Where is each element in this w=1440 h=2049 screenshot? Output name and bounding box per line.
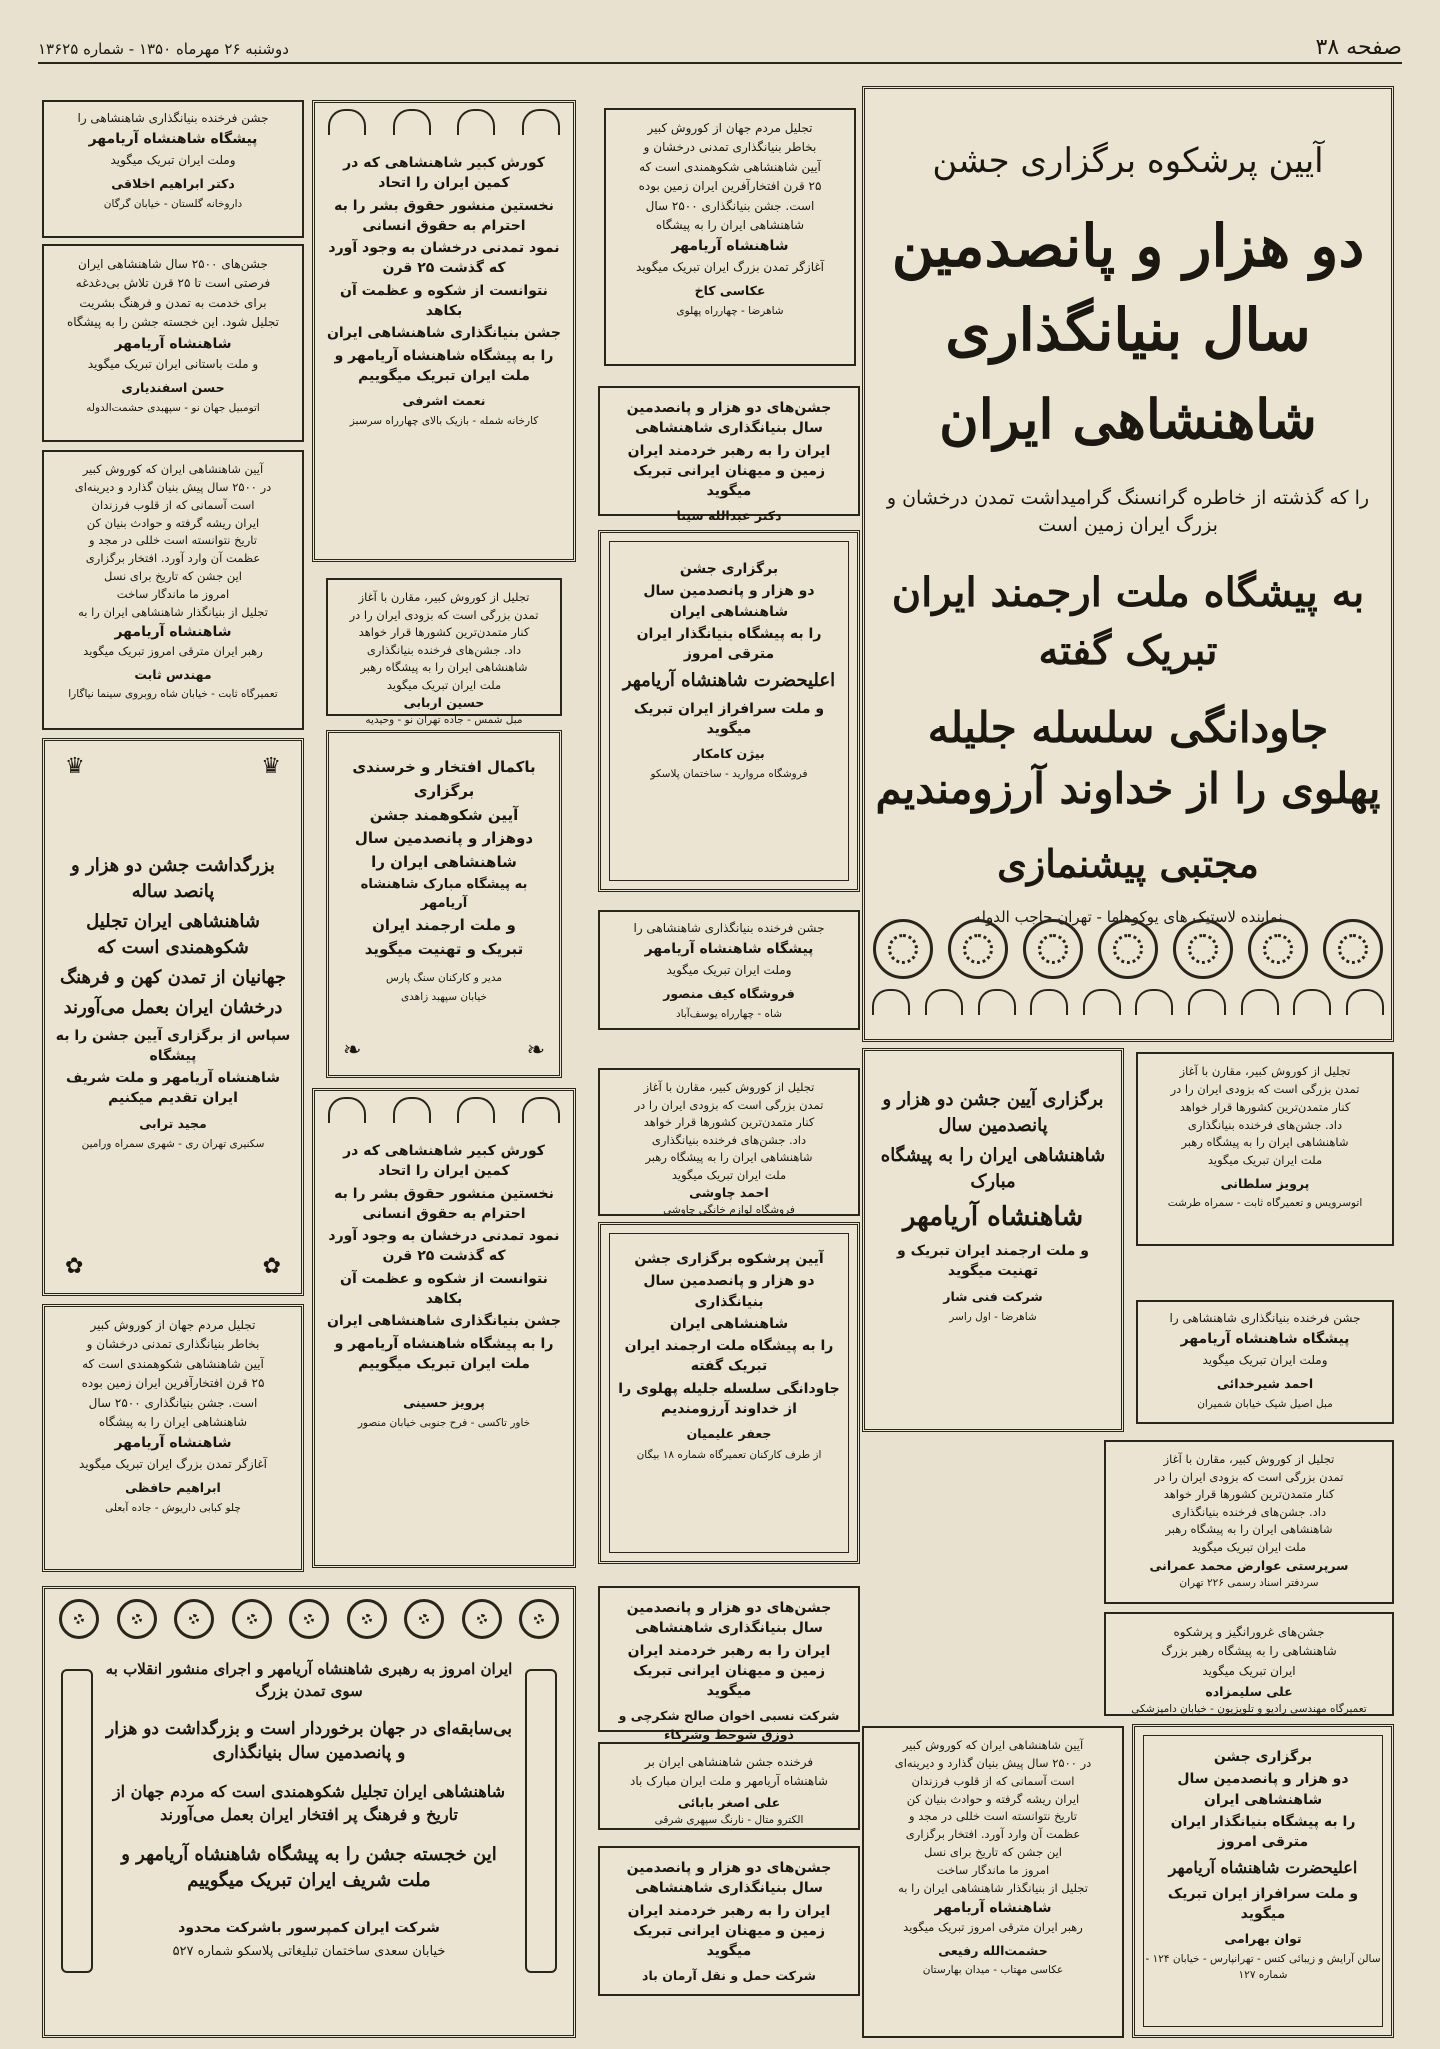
ad-line: ملت ایران تبریک میگوید [671,1167,787,1182]
ad-signer: دکتر ابراهیم اخلاقی [111,176,235,192]
ad-signer: شرکت ایران کمپرسور باشرکت محدود [178,1920,440,1937]
ad-line: کنار متمدن‌ترین کشورها قرار خواهد [1179,1099,1351,1114]
ad-address: مبل اصیل شیک خیابان شمیران [1197,1398,1333,1411]
ad-line: ۲۵ قرن افتخارآفرین ایران زمین بوده [81,1376,265,1391]
ad-title: پیشگاه شاهنشاه آریامهر [88,131,258,148]
ad-a19 [862,1048,1124,1432]
ad-line: ایران ریشه گرفته و حوادث بنیان کن [906,1791,1080,1806]
ad-line: جهانیان از تمدن کهن و فرهنگ [60,967,286,989]
rosette-icon [873,919,933,979]
ad-line: شاهنشاهی ایران را به پیشگاه [98,1414,248,1429]
ad-line: داد. جشن‌های فرخنده بنیانگذاری [1171,1504,1327,1519]
ad-address: اتومبیل جهان نو - سپهبدی حشمت‌الدوله [86,402,260,415]
ad-signer: علی سلیمزاده [1205,1684,1293,1700]
ad-line: را به پیشگاه بنیانگذار ایران مترقی امروز [636,625,822,663]
ad-line: دو هزار و پانصدمین سال شاهنشاهی ایران [643,583,815,620]
ad-signer: سرپرستی عوارض محمد عمرانی [1149,1558,1349,1574]
ad-line: نخستین منشور حقوق بشر را به احترام به حقوق انسانی [334,1185,554,1222]
ad-line: تجلیل مردم جهان از کوروش کبیر [90,1318,256,1332]
ad-line: آیین شاهنشاهی شکوهمندی است که [82,1356,264,1371]
ad-address: سکنیری تهران ری - شهری سمراه ورامین [81,1137,265,1150]
ad-title: شاهنشاه آریامهر [114,623,232,640]
arch-icon [872,989,910,1015]
ad-line: داد. جشن‌های فرخنده بنیانگذاری [1187,1117,1343,1132]
ad-line: تمدن بزرگی است که بزودی ایران را در [634,1097,824,1112]
ad-address: فروشگاه لوازم خانگی چاوشی [663,1203,795,1216]
rosette-icon [462,1599,502,1639]
rosette-icon [948,919,1008,979]
rosette-icon [1098,919,1158,979]
ad-line: وملت ایران تبریک میگوید [666,962,792,977]
ad-line: نمود تمدنی درخشان به وجود آورد که گذشت ۲۵ قرن [328,240,560,277]
ad-address: خاور تاکسی - فرح جنوبی خیابان منصور [357,1417,531,1430]
ad-line: تجلیل از کوروش کبیر، مقارن با آغاز [1179,1064,1351,1078]
ad-line: را به پیشگاه شاهنشاه آریامهر و ملت ایران تبریک میگوییم [334,347,554,384]
ad-address: الکترو متال - نارنگ سپهری شرقی [654,1813,804,1826]
ad-line: است. جشن بنیانگذاری ۲۵۰۰ سال [88,1395,258,1410]
ad-line: به پیشگاه مبارک شاهنشاه آریامهر [360,876,528,911]
ad-line: را به پیشگاه شاهنشاه آریامهر و ملت ایران تبریک میگوییم [334,1335,554,1372]
ad-address: خیابان سپهبد زاهدی [400,991,488,1004]
ad-line: سپاس از برگزاری آیین جشن را به پیشگاه [55,1027,291,1064]
ad-title: شاهنشاه آریامهر [114,335,232,352]
ad-line: آیین پرشکوه برگزاری جشن [634,1251,824,1267]
rosette-border [865,919,1391,979]
ad-a17 [598,1742,860,1830]
ad-address: تعمیرگاه مهندسی رادیو و تلویزیون - خیابان دامپزشکی [1131,1703,1367,1716]
arch-icon [393,109,431,135]
ad-line: جشن‌های ۲۵۰۰ سال شاهنشاهی ایران [78,257,268,271]
ad-line: تجلیل مردم جهان از کوروش کبیر [647,121,813,135]
ad-line: شاهنشاهی ایران را به پیشگاه مبارک [880,1145,1106,1193]
ad-line: وملت ایران تبریک میگوید [110,152,236,167]
ad-line: دو هزار و پانصدمین سال بنیانگذاری [643,1273,815,1310]
flourish-icon: ❧ [526,1038,545,1064]
ad-title: شاهنشاه آریامهر [671,238,789,255]
main-ad-line6: جاودانگی سلسله جلیله پهلوی را از خداوند آرزومندیم [875,702,1381,813]
ad-line: تمدن بزرگی است که بزودی ایران را در [1154,1469,1344,1484]
ad-signer: پرویز حسینی [403,1395,485,1411]
ad-line: و ملت باستانی ایران تبریک میگوید [87,356,259,371]
ad-address: سالن آرایش و زیبائی کتس - تهرانپارس - خیابان ۱۲۴ - شماره ۱۲۷ [1145,1953,1381,1981]
ad-line: نمود تمدنی درخشان به وجود آورد که گذشت ۲۵ قرن [328,1228,560,1265]
ad-signer: احمد شیرخدائی [1216,1376,1314,1392]
ad-a27 [42,1586,576,2038]
ad-a2 [42,244,304,442]
ad-line: عظمت آن وارد آورد. افتخار برگزاری [905,1827,1081,1842]
rosette-icon [174,1599,214,1639]
arch-border [315,109,573,135]
ad-line: را به پیشگاه ملت ارجمند ایران تبریک گفته [624,1338,834,1375]
ad-line: و ملت سرافراز ایران تبریک میگوید [633,700,825,737]
main-ad [862,86,1394,1042]
ad-line: شاهنشاهی ایران [669,1315,789,1332]
ad-line: کنار متمدن‌ترین کشورها قرار خواهد [1163,1487,1335,1502]
dateline: دوشنبه ۲۶ مهرماه ۱۳۵۰ - شماره ۱۳۶۲۵ [38,40,289,58]
ad-address: شاه - چهارراه یوسف‌آباد [675,1008,783,1021]
column-ornament-icon [525,1669,557,1973]
ad-line: تاریخ نتوانسته است خللی در مجد و [89,533,257,548]
arch-icon [457,1097,495,1123]
ad-a8 [326,730,562,1078]
ad-line: تجلیل از کوروش کبیر، مقارن با آغاز [358,590,530,604]
ad-line: ایران را به رهبر خردمند ایران زمین و میهنان ایرانی تبریک میگوید [627,1902,831,1960]
ad-line: تجلیل شود. این خجسته جشن را به پیشگاه [66,315,279,330]
ad-line: شاهنشاهی ایران را به پیشگاه رهبر [1181,1135,1349,1150]
ad-line: و ملت ارجمند ایران تبریک و تهنیت میگوید [897,1243,1089,1280]
ad-address: شاهرضا - اول راسر [949,1310,1037,1323]
ad-address: از طرف کارکنان تعمیرگاه شماره ۱۸ بیگان [636,1448,822,1461]
ad-line: داد. جشن‌های فرخنده بنیانگذاری [366,642,522,657]
ad-signer: مهندس ثابت [134,666,212,682]
ad-a3 [42,450,304,730]
ad-signer: احمد چاوشی [689,1185,769,1201]
ad-line: جشن‌های دو هزار و پانصدمین سال بنیانگذاری شاهنشاهی [626,400,832,437]
inner-frame [1143,1735,1383,2027]
ad-signer: نعمت اشرفی [402,393,486,409]
ad-line: شاهنشاهی را به پیشگاه رهبر بزرگ [1161,1644,1337,1659]
ad-line: ۲۵ قرن افتخارآفرین ایران زمین بوده [638,179,822,194]
ad-title: پیشگاه شاهنشاه آریامهر [644,941,814,958]
main-ad-line8: نماینده لاستیک های یوکوهاما - تهران حاجب الدوله [973,907,1283,926]
ad-line: نتوانست از شکوه و عظمت آن بکاهد [340,282,548,320]
emblem-icon: ✿ [65,1254,84,1280]
ad-a26 [1132,1724,1394,2038]
ad-line: تجلیل از بنیانگذار شاهنشاهی ایران را به [898,1880,1088,1895]
ad-a22-box [1104,1440,1394,1604]
crown-icon: ♛ [261,754,281,779]
ad-line: داد. جشن‌های فرخنده بنیانگذاری [651,1132,807,1147]
crown-icon: ♛ [65,754,85,779]
ad-line: شاهنشاهی ایران را به پیشگاه رهبر [645,1150,813,1165]
rosette-icon [1248,919,1308,979]
ad-line: ایران ریشه گرفته و حوادث بنیان کن [86,515,260,530]
arch-border [865,989,1391,1015]
page-header [38,24,1402,64]
ad-line: برای خدمت به تمدن و فرهنگ بشریت [79,295,267,310]
ad-line: جشن فرخنده بنیانگذاری شاهنشاهی را [1169,1311,1361,1325]
ad-a5 [42,1304,304,1572]
ad-line: شاهنشاهی ایران تجلیل شکوهمندی است که [86,911,260,959]
rosette-icon [232,1599,272,1639]
ad-line: جشن بنیانگذاری شاهنشاهی ایران [326,325,561,342]
ad-line: درخشان ایران بعمل می‌آورند [63,997,283,1019]
ad-line: و ملت سرافراز ایران تبریک میگوید [1167,1885,1359,1922]
ad-line: امروز ما ماندگار ساخت [936,1863,1050,1878]
ad-title: شاهنشاه آریامهر [902,1202,1084,1233]
arch-icon [1135,989,1173,1015]
ad-title: پیشگاه شاهنشاه آریامهر [1180,1331,1350,1348]
ad-line: جشن‌های دو هزار و پانصدمین سال بنیانگذاری شاهنشاهی [626,1600,832,1637]
ad-line: آیین شاهنشاهی ایران که کوروش کبیر [902,1738,1084,1752]
ad-line: تمدن بزرگی است که بزودی ایران را در [1170,1081,1360,1096]
ad-line: شاهنشاهی ایران را [371,853,517,871]
ad-signer: عکاسی کاخ [694,283,766,299]
ad-signer: پرویز سلطانی [1220,1176,1310,1192]
ad-address: کارخانه شمله - بازیک بالای چهارراه سرسبز [349,415,539,428]
ad-line: است. جشن بنیانگذاری ۲۵۰۰ سال [645,198,815,213]
arch-icon [328,1097,366,1123]
main-ad-line7: مجتبی پیشنمازی [997,840,1259,886]
ad-a11 [598,386,860,524]
ad-line: امروز ما ماندگار ساخت [116,587,230,602]
ad-address: عکاسی مهتاب - میدان بهارستان [922,1964,1064,1977]
ad-signer: مجید ترابی [139,1115,207,1131]
rosette-icon [404,1599,444,1639]
arch-icon [1083,989,1121,1015]
main-ad-line5: به پیشگاه ملت ارجمند ایران تبریک گفته [891,568,1365,674]
ad-title: شاهنشاه آریامهر [934,1899,1052,1916]
ad-signer: علی اصغر بابائی [677,1794,781,1810]
ad-line: جشن‌های دو هزار و پانصدمین سال بنیانگذاری شاهنشاهی [626,1860,832,1897]
ad-line: این خجسته جشن را به پیشگاه شاهنشاه آریامهر و ملت شریف ایران تبریک میگوییم [121,1844,497,1892]
ad-line: تمدن بزرگی است که بزودی ایران را در [349,607,539,622]
ad-line: تجلیل از کوروش کبیر، مقارن با آغاز [643,1080,815,1094]
ad-title: شاهنشاه آریامهر [114,1435,232,1452]
ad-line: ایران تبریک میگوید [1202,1663,1296,1678]
ad-signer: شرکت فنی شار [943,1288,1043,1304]
arch-icon [1241,989,1279,1015]
ad-a7 [326,578,562,726]
emblem-icon: ✿ [262,1254,281,1280]
ad-signer: حسن اسفندیاری [121,380,225,396]
rosette-border [45,1599,573,1639]
arch-icon [1293,989,1331,1015]
ad-a13 [598,910,860,1030]
ad-line: را به پیشگاه بنیانگذار ایران مترقی امروز [1170,1813,1356,1851]
ad-line: بخاطر بنیانگذاری تمدنی درخشان و [86,1337,260,1352]
ad-address: خیابان سعدی ساختمان تبلیغاتی پلاسکو شماره ۵۲۷ [172,1943,446,1959]
ad-line: اعلیحضرت شاهنشاه آریامهر [622,670,836,692]
ad-line: کنار متمدن‌ترین کشورها قرار خواهد [358,625,530,640]
arch-icon [328,109,366,135]
arch-icon [1188,989,1226,1015]
ad-line: رهبر ایران مترقی امروز تبریک میگوید [903,1920,1083,1935]
ad-line: باکمال افتخار و خرسندی [352,758,536,776]
ad-line: ملت ایران تبریک میگوید [1207,1153,1323,1168]
ad-line: جشن فرخنده بنیانگذاری شاهنشاهی را [77,111,269,125]
ad-line: دوهزار و پانصدمین سال [354,829,534,848]
ad-line: شاهنشاهی ایران تجلیل شکوهمندی است که مردم جهان از تاریخ و فرهنگ پر افتخار ایران بعمل می‌آورند [112,1781,506,1824]
ad-signer: دکتر عبدالله سینا [676,508,782,524]
ad-line: فرخنده جشن شاهنشاهی ایران بر [644,1755,814,1769]
ad-line: برگزاری آیین جشن دو هزار و پانصدمین سال [882,1089,1104,1137]
rosette-icon [519,1599,559,1639]
page-number: صفحه ۳۸ [1315,35,1402,60]
ad-line: برگزاری جشن [1213,1749,1313,1765]
ad-line: رهبر ایران مترقی امروز تبریک میگوید [83,644,263,659]
ad-address: فروشگاه مروارید - ساختمان پلاسکو [650,768,808,781]
rosette-icon [289,1599,329,1639]
ad-line: بزرگداشت جشن دو هزار و پانصد ساله [71,855,275,903]
ad-line: ملت ایران تبریک میگوید [1191,1539,1307,1554]
rosette-icon [59,1599,99,1639]
arch-icon [522,1097,560,1123]
ad-line: جشن فرخنده بنیانگذاری شاهنشاهی را [633,921,825,935]
ad-line: آیین شکوهمند جشن [369,805,519,824]
ad-address: داروخانه گلستان - خیابان گرگان [103,198,243,211]
ad-line: در ۲۵۰۰ سال پیش بنیان گذارد و دیرینه‌ای [894,1755,1092,1770]
ad-line: آیین شاهنشاهی شکوهمندی است که [639,159,821,174]
ad-line: شاهنشاه آریامهر و ملت ایران مبارک باد [630,1774,828,1789]
ad-line: تجلیل از کوروش کبیر، مقارن با آغاز [1163,1452,1335,1466]
inner-frame [609,1233,849,1553]
ad-a14 [598,1068,860,1216]
ad-line: ایران را به رهبر خردمند ایران زمین و میهنان ایرانی تبریک میگوید [627,1642,831,1700]
ad-line: وملت ایران تبریک میگوید [1202,1352,1328,1367]
ad-signer: جعفر علیمیان [686,1426,772,1442]
inner-frame [609,541,849,881]
ad-a18 [598,1846,860,1996]
ad-line: است آسمانی که از قلوب فرزندان [91,497,255,512]
ad-signer: بیژن کامکار [693,746,765,762]
ad-a6 [312,100,576,562]
arch-icon [1346,989,1384,1015]
ad-a24 [1104,1612,1394,1716]
rosette-icon [1023,919,1083,979]
ad-line: نتوانست از شکوه و عظمت آن بکاهد [340,1270,548,1308]
ad-line: فرصتی است تا ۲۵ قرن تلاش بی‌دغدغه [75,276,271,291]
arch-border [315,1097,573,1123]
main-ad-line2: دو هزار و پانصدمین سال بنیانگذاری [891,212,1365,365]
ad-line: ایران امروز به رهبری شاهنشاه آریامهر و اجرای منشور انقلاب به سوی تمدن بزرگ [105,1660,513,1700]
ad-signer: توان بهرامی [1224,1931,1302,1947]
ad-a12 [598,530,860,892]
ad-line: جشن بنیانگذاری شاهنشاهی ایران [326,1313,561,1330]
ad-line: کورش کبیر شاهنشاهی که در کمین ایران را اتحاد [343,1143,545,1180]
arch-icon [978,989,1016,1015]
ad-line: آغازگر تمدن بزرگ ایران تبریک میگوید [636,259,824,274]
rosette-icon [1323,919,1383,979]
flourish-icon: ❧ [343,1038,362,1064]
ad-line: کنار متمدن‌ترین کشورها قرار خواهد [643,1115,815,1130]
ad-signer: حشمت‌الله رفیعی [938,1942,1048,1958]
ad-a4 [42,738,304,1296]
main-ad-line3: شاهنشاهی ایران [939,387,1317,452]
ad-a9 [312,1088,576,1568]
ad-line: کورش کبیر شاهنشاهی که در کمین ایران را اتحاد [343,155,545,192]
ad-line: نخستین منشور حقوق بشر را به احترام به حقوق انسانی [334,197,554,234]
ad-line: جشن‌های غرورانگیز و پرشکوه [1173,1625,1325,1639]
ad-address: شاهرضا - چهارراه پهلوی [676,305,784,318]
ad-line: این جشن که تاریخ برای نسل [104,569,242,584]
arch-icon [457,109,495,135]
ad-line: ایران را به رهبر خردمند ایران زمین و میهنان ایرانی تبریک میگوید [627,442,831,500]
arch-icon [1030,989,1068,1015]
ad-signer: ابراهیم حافظی [125,1480,221,1496]
ad-a1 [42,100,304,238]
ad-signer: مدیر و کارکنان سنگ پارس [386,971,502,984]
ad-line: در ۲۵۰۰ سال پیش بنیان گذارد و دیرینه‌ای [74,479,272,494]
ad-line: شاهنشاهی ایران را به پیشگاه رهبر [360,660,528,675]
main-ad-line4: را که گذشته از خاطره گرانسنگ گرامیداشت تمدن درخشان و بزرگ ایران زمین است [886,486,1370,537]
ad-line: عظمت آن وارد آورد. افتخار برگزاری [85,551,261,566]
ad-address: چلو کبابی داریوش - جاده آبعلی [105,1502,241,1515]
ad-a16 [598,1586,860,1742]
ad-a21 [1136,1300,1394,1424]
ad-a20 [1136,1052,1394,1246]
rosette-icon [117,1599,157,1639]
rosette-icon [347,1599,387,1639]
ad-line: ملت ایران تبریک میگوید [386,677,502,692]
rosette-icon [1173,919,1233,979]
ad-line: برگزاری [413,781,475,800]
ad-address: تعمیرگاه ثابت - خیابان شاه روبروی سینما نیاگارا [68,688,278,701]
ad-a25 [862,1726,1124,2038]
ad-line: بی‌سابقه‌ای در جهان برخوردار است و بزرگداشت دو هزار و پانصدمین سال بنیانگذاری [106,1718,512,1764]
ad-line: این جشن که تاریخ برای نسل [924,1845,1062,1860]
ad-line: تاریخ نتوانسته است خللی در مجد و [909,1809,1077,1824]
ad-line: دو هزار و پانصدمین سال شاهنشاهی ایران [1177,1771,1349,1808]
ad-line: شاهنشاهی ایران را به پیشگاه رهبر [1165,1522,1333,1537]
ad-signer: فروشگاه کیف منصور [663,986,795,1002]
arch-icon [925,989,963,1015]
ad-line: بخاطر بنیانگذاری تمدنی درخشان و [643,140,817,155]
arch-icon [522,109,560,135]
ad-line: آغازگر تمدن بزرگ ایران تبریک میگوید [79,1456,267,1471]
ad-signer: حسین اربابی [403,695,485,711]
main-ad-line1: آیین پرشکوه برگزاری جشن [932,141,1324,181]
arch-icon [393,1097,431,1123]
ad-a10 [604,108,856,366]
ad-a15 [598,1222,860,1564]
ad-address: مبل شمس - جاده تهران نو - وحیدیه [365,713,523,726]
ad-signer: شرکت حمل و نقل آرمان باد [642,1968,816,1984]
ad-line: برگزاری جشن [679,561,779,577]
ad-line: تبریک و تهنیت میگوید [364,940,524,959]
ad-line: است آسمانی که از قلوب فرزندان [911,1773,1075,1788]
column-ornament-icon [61,1669,93,1973]
ad-address: سردفتر اسناد رسمی ۲۲۶ تهران [1179,1576,1319,1589]
ad-line: شاهنشاهی ایران را به پیشگاه [655,217,805,232]
ad-signer: شرکت نسبی اخوان صالح شکرچی و ذوزق شوحط وشرکاء [618,1708,840,1742]
ad-title: اعلیحضرت شاهنشاه آریامهر [1168,1858,1358,1878]
ad-line: جاودانگی سلسله جلیله پهلوی را از خداوند آرزومندیم [618,1380,840,1418]
ad-line: تجلیل از بنیانگذار شاهنشاهی ایران را به [78,604,268,619]
ad-line: آیین شاهنشاهی ایران که کوروش کبیر [82,462,264,476]
ad-address: اتوسرویس و تعمیرگاه ثابت - سمراه طرشت [1167,1197,1363,1210]
ad-line: و ملت ارجمند ایران [372,916,516,935]
ad-line: شاهنشاه آریامهر و ملت شریف ایران تقدیم میکنیم [65,1070,280,1107]
